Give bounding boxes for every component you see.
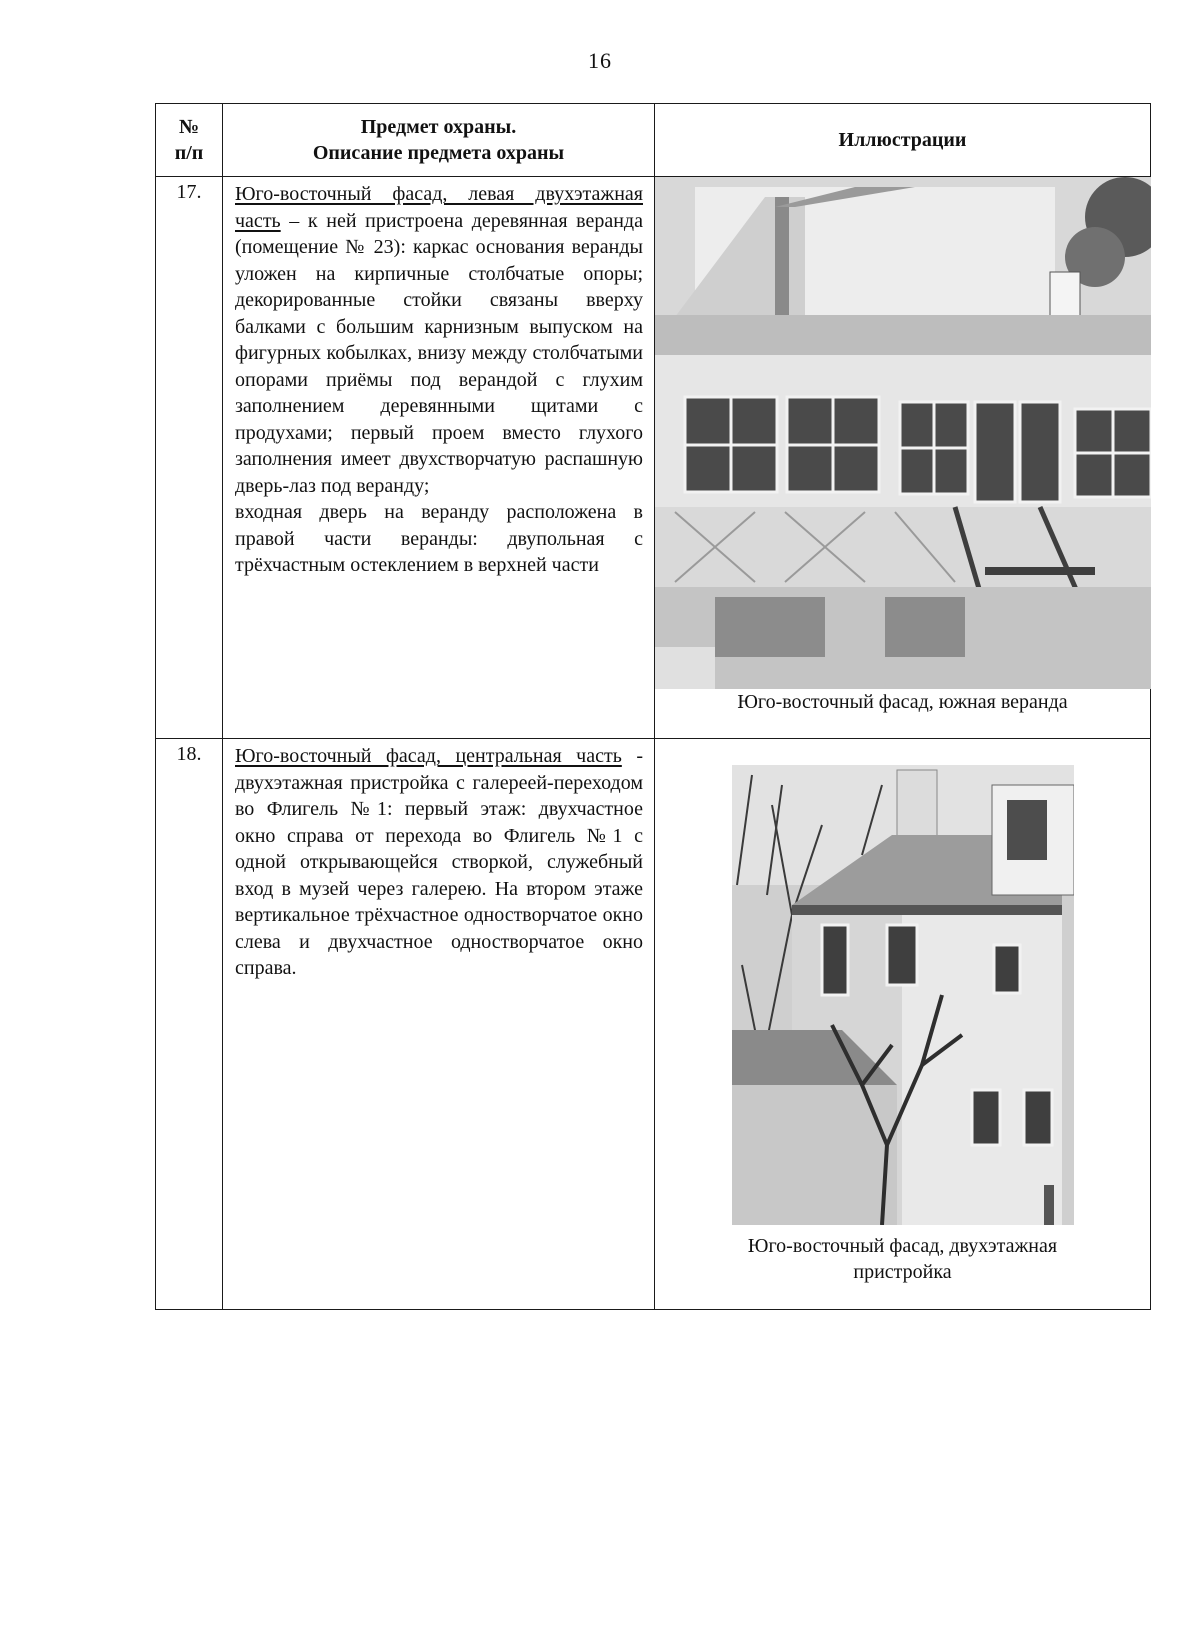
row-description-text: – к ней пристроена деревянная веранда (помещение № 23): каркас основания веранды уложен на кирпичные столбчатые опоры; декорированные стойки связаны вверху балками с большим карнизным выпуском на фигурных кобылках, внизу между столбчатыми опорами приёмы под верандой с глухим заполнением деревянными щитами с продухами; первый проем вместо глухого заполнения имеет двухстворчатую распашную дверь-лаз под веранду;	[235, 209, 643, 497]
header-number-line2: п/п	[174, 142, 204, 164]
row-description	[223, 177, 655, 739]
row-number: 18.	[156, 739, 223, 1310]
row-description	[223, 739, 655, 1310]
veranda-photo	[655, 177, 1151, 689]
row-number: 17.	[156, 177, 223, 739]
header-description-line1: Предмет охраны.	[360, 116, 517, 138]
row-description-lead: Юго-восточный фасад, левая двухэтажная часть	[235, 183, 643, 232]
photo-caption-line1: Юго-восточный фасад, двухэтажная	[747, 1235, 1058, 1257]
page-number: 16	[588, 48, 612, 73]
photo-caption: Юго-восточный фасад, южная веранда	[737, 691, 1068, 713]
header-description	[223, 104, 655, 177]
row-description-text: - двухэтажная пристройка с галереей-переходом во Флигель №1: первый этаж: двухчастное окно справа от перехода во Флигель №1 с одной открывающейся створкой, служебный вход в музей через галерею. На втором этаже вертикальное трёхчастное одностворчатое окно слева и двухчастное одностворчатое окно справа.	[235, 745, 643, 979]
header-number-line1: №	[178, 116, 200, 138]
table-row	[156, 739, 1151, 1310]
table-header-row	[156, 104, 1151, 177]
protection-table	[155, 103, 1151, 1310]
table-row	[156, 177, 1151, 739]
annex-photo	[732, 765, 1074, 1225]
header-description-line2: Описание предмета охраны	[312, 142, 565, 164]
header-number	[156, 104, 223, 177]
photo-caption-line2: пристройка	[853, 1261, 952, 1283]
row-description-text2: входная дверь на веранду расположена в правой части веранды: двупольная с трёхчастным остеклением в верхней части	[235, 501, 643, 576]
header-illustrations: Иллюстрации	[655, 104, 1151, 177]
row-description-lead: Юго-восточный фасад, центральная часть	[235, 745, 622, 767]
row-illustration	[655, 177, 1151, 739]
row-illustration	[655, 739, 1151, 1310]
photo-caption	[655, 1233, 1150, 1285]
